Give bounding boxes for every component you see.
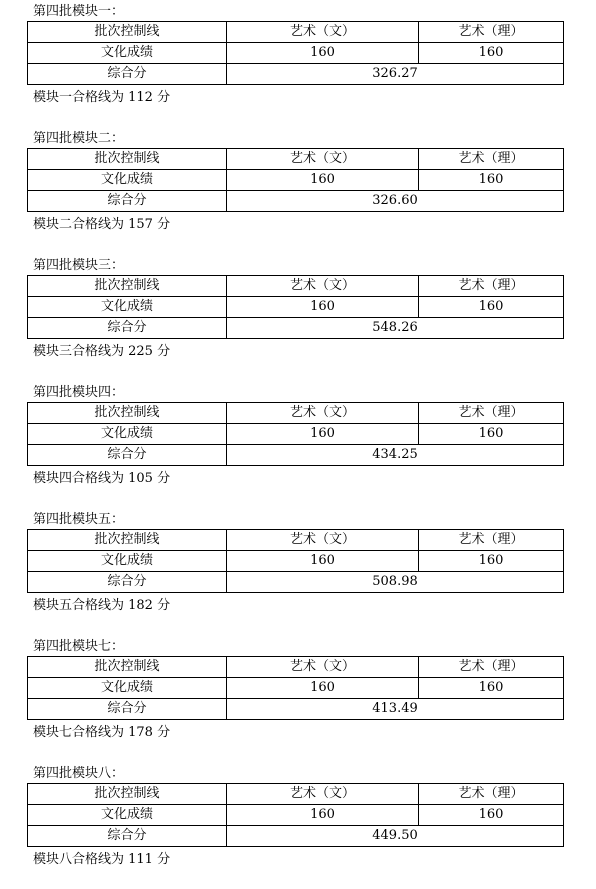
- total-value-cell: 508.98: [227, 572, 564, 593]
- table-row: [28, 43, 564, 64]
- culture-wen-cell: 160: [227, 170, 419, 191]
- pass-line-note: 模块四合格线为 105 分: [33, 471, 171, 486]
- module-section: [0, 511, 596, 635]
- total-value-cell: 548.26: [227, 318, 564, 339]
- culture-label-cell: 文化成绩: [28, 551, 227, 572]
- table-row: [28, 297, 564, 318]
- total-label-cell: 综合分: [28, 191, 227, 212]
- pass-line-note: 模块五合格线为 182 分: [33, 598, 171, 613]
- total-value-cell: 434.25: [227, 445, 564, 466]
- table-row: [28, 191, 564, 212]
- culture-wen-cell: 160: [227, 297, 419, 318]
- culture-wen-cell: 160: [227, 43, 419, 64]
- header-wen-cell: 艺术（文）: [227, 530, 419, 551]
- total-value-cell: 326.60: [227, 191, 564, 212]
- section-title: 第四批模块七：: [33, 639, 125, 654]
- header-label-cell: 批次控制线: [28, 276, 227, 297]
- total-value-cell: 413.49: [227, 699, 564, 720]
- header-li-cell: 艺术（理）: [419, 149, 564, 170]
- pass-line-note: 模块七合格线为 178 分: [33, 725, 171, 740]
- culture-li-cell: 160: [419, 170, 564, 191]
- table-row: [28, 826, 564, 847]
- header-label-cell: 批次控制线: [28, 657, 227, 678]
- header-li-cell: 艺术（理）: [419, 403, 564, 424]
- header-li-cell: 艺术（理）: [419, 784, 564, 805]
- table-row: [28, 784, 564, 805]
- culture-li-cell: 160: [419, 551, 564, 572]
- module-section: [0, 130, 596, 254]
- header-wen-cell: 艺术（文）: [227, 276, 419, 297]
- section-title: 第四批模块四：: [33, 385, 125, 400]
- table-row: [28, 657, 564, 678]
- header-li-cell: 艺术（理）: [419, 530, 564, 551]
- header-label-cell: 批次控制线: [28, 530, 227, 551]
- table-row: [28, 22, 564, 43]
- culture-label-cell: 文化成绩: [28, 678, 227, 699]
- module-section: [0, 638, 596, 762]
- table-row: [28, 572, 564, 593]
- total-label-cell: 综合分: [28, 826, 227, 847]
- score-table: [27, 402, 564, 466]
- culture-li-cell: 160: [419, 424, 564, 445]
- culture-li-cell: 160: [419, 43, 564, 64]
- module-section: [0, 765, 596, 889]
- culture-label-cell: 文化成绩: [28, 43, 227, 64]
- score-table: [27, 275, 564, 339]
- module-section: [0, 3, 596, 127]
- total-label-cell: 综合分: [28, 445, 227, 466]
- pass-line-note: 模块一合格线为 112 分: [33, 90, 171, 105]
- culture-wen-cell: 160: [227, 678, 419, 699]
- culture-label-cell: 文化成绩: [28, 424, 227, 445]
- header-label-cell: 批次控制线: [28, 784, 227, 805]
- header-wen-cell: 艺术（文）: [227, 149, 419, 170]
- table-row: [28, 445, 564, 466]
- header-wen-cell: 艺术（文）: [227, 784, 419, 805]
- total-label-cell: 综合分: [28, 318, 227, 339]
- table-row: [28, 403, 564, 424]
- score-table: [27, 148, 564, 212]
- total-label-cell: 综合分: [28, 699, 227, 720]
- module-section: [0, 384, 596, 508]
- culture-li-cell: 160: [419, 805, 564, 826]
- total-label-cell: 综合分: [28, 572, 227, 593]
- section-title: 第四批模块五：: [33, 512, 125, 527]
- table-row: [28, 530, 564, 551]
- culture-wen-cell: 160: [227, 805, 419, 826]
- pass-line-note: 模块三合格线为 225 分: [33, 344, 171, 359]
- table-row: [28, 318, 564, 339]
- section-title: 第四批模块二：: [33, 131, 125, 146]
- header-wen-cell: 艺术（文）: [227, 657, 419, 678]
- score-table: [27, 783, 564, 847]
- culture-wen-cell: 160: [227, 551, 419, 572]
- section-title: 第四批模块三：: [33, 258, 125, 273]
- culture-li-cell: 160: [419, 297, 564, 318]
- table-row: [28, 424, 564, 445]
- table-row: [28, 805, 564, 826]
- header-li-cell: 艺术（理）: [419, 276, 564, 297]
- score-table: [27, 656, 564, 720]
- culture-wen-cell: 160: [227, 424, 419, 445]
- total-value-cell: 326.27: [227, 64, 564, 85]
- table-row: [28, 276, 564, 297]
- header-label-cell: 批次控制线: [28, 22, 227, 43]
- total-value-cell: 449.50: [227, 826, 564, 847]
- section-title: 第四批模块一：: [33, 4, 125, 19]
- header-li-cell: 艺术（理）: [419, 22, 564, 43]
- section-title: 第四批模块八：: [33, 766, 125, 781]
- table-row: [28, 149, 564, 170]
- culture-li-cell: 160: [419, 678, 564, 699]
- pass-line-note: 模块二合格线为 157 分: [33, 217, 171, 232]
- score-table: [27, 529, 564, 593]
- header-li-cell: 艺术（理）: [419, 657, 564, 678]
- culture-label-cell: 文化成绩: [28, 805, 227, 826]
- score-table: [27, 21, 564, 85]
- module-section: [0, 257, 596, 381]
- culture-label-cell: 文化成绩: [28, 297, 227, 318]
- header-wen-cell: 艺术（文）: [227, 403, 419, 424]
- header-label-cell: 批次控制线: [28, 149, 227, 170]
- table-row: [28, 551, 564, 572]
- culture-label-cell: 文化成绩: [28, 170, 227, 191]
- table-row: [28, 678, 564, 699]
- total-label-cell: 综合分: [28, 64, 227, 85]
- table-row: [28, 64, 564, 85]
- table-row: [28, 170, 564, 191]
- table-row: [28, 699, 564, 720]
- header-wen-cell: 艺术（文）: [227, 22, 419, 43]
- header-label-cell: 批次控制线: [28, 403, 227, 424]
- pass-line-note: 模块八合格线为 111 分: [33, 852, 171, 867]
